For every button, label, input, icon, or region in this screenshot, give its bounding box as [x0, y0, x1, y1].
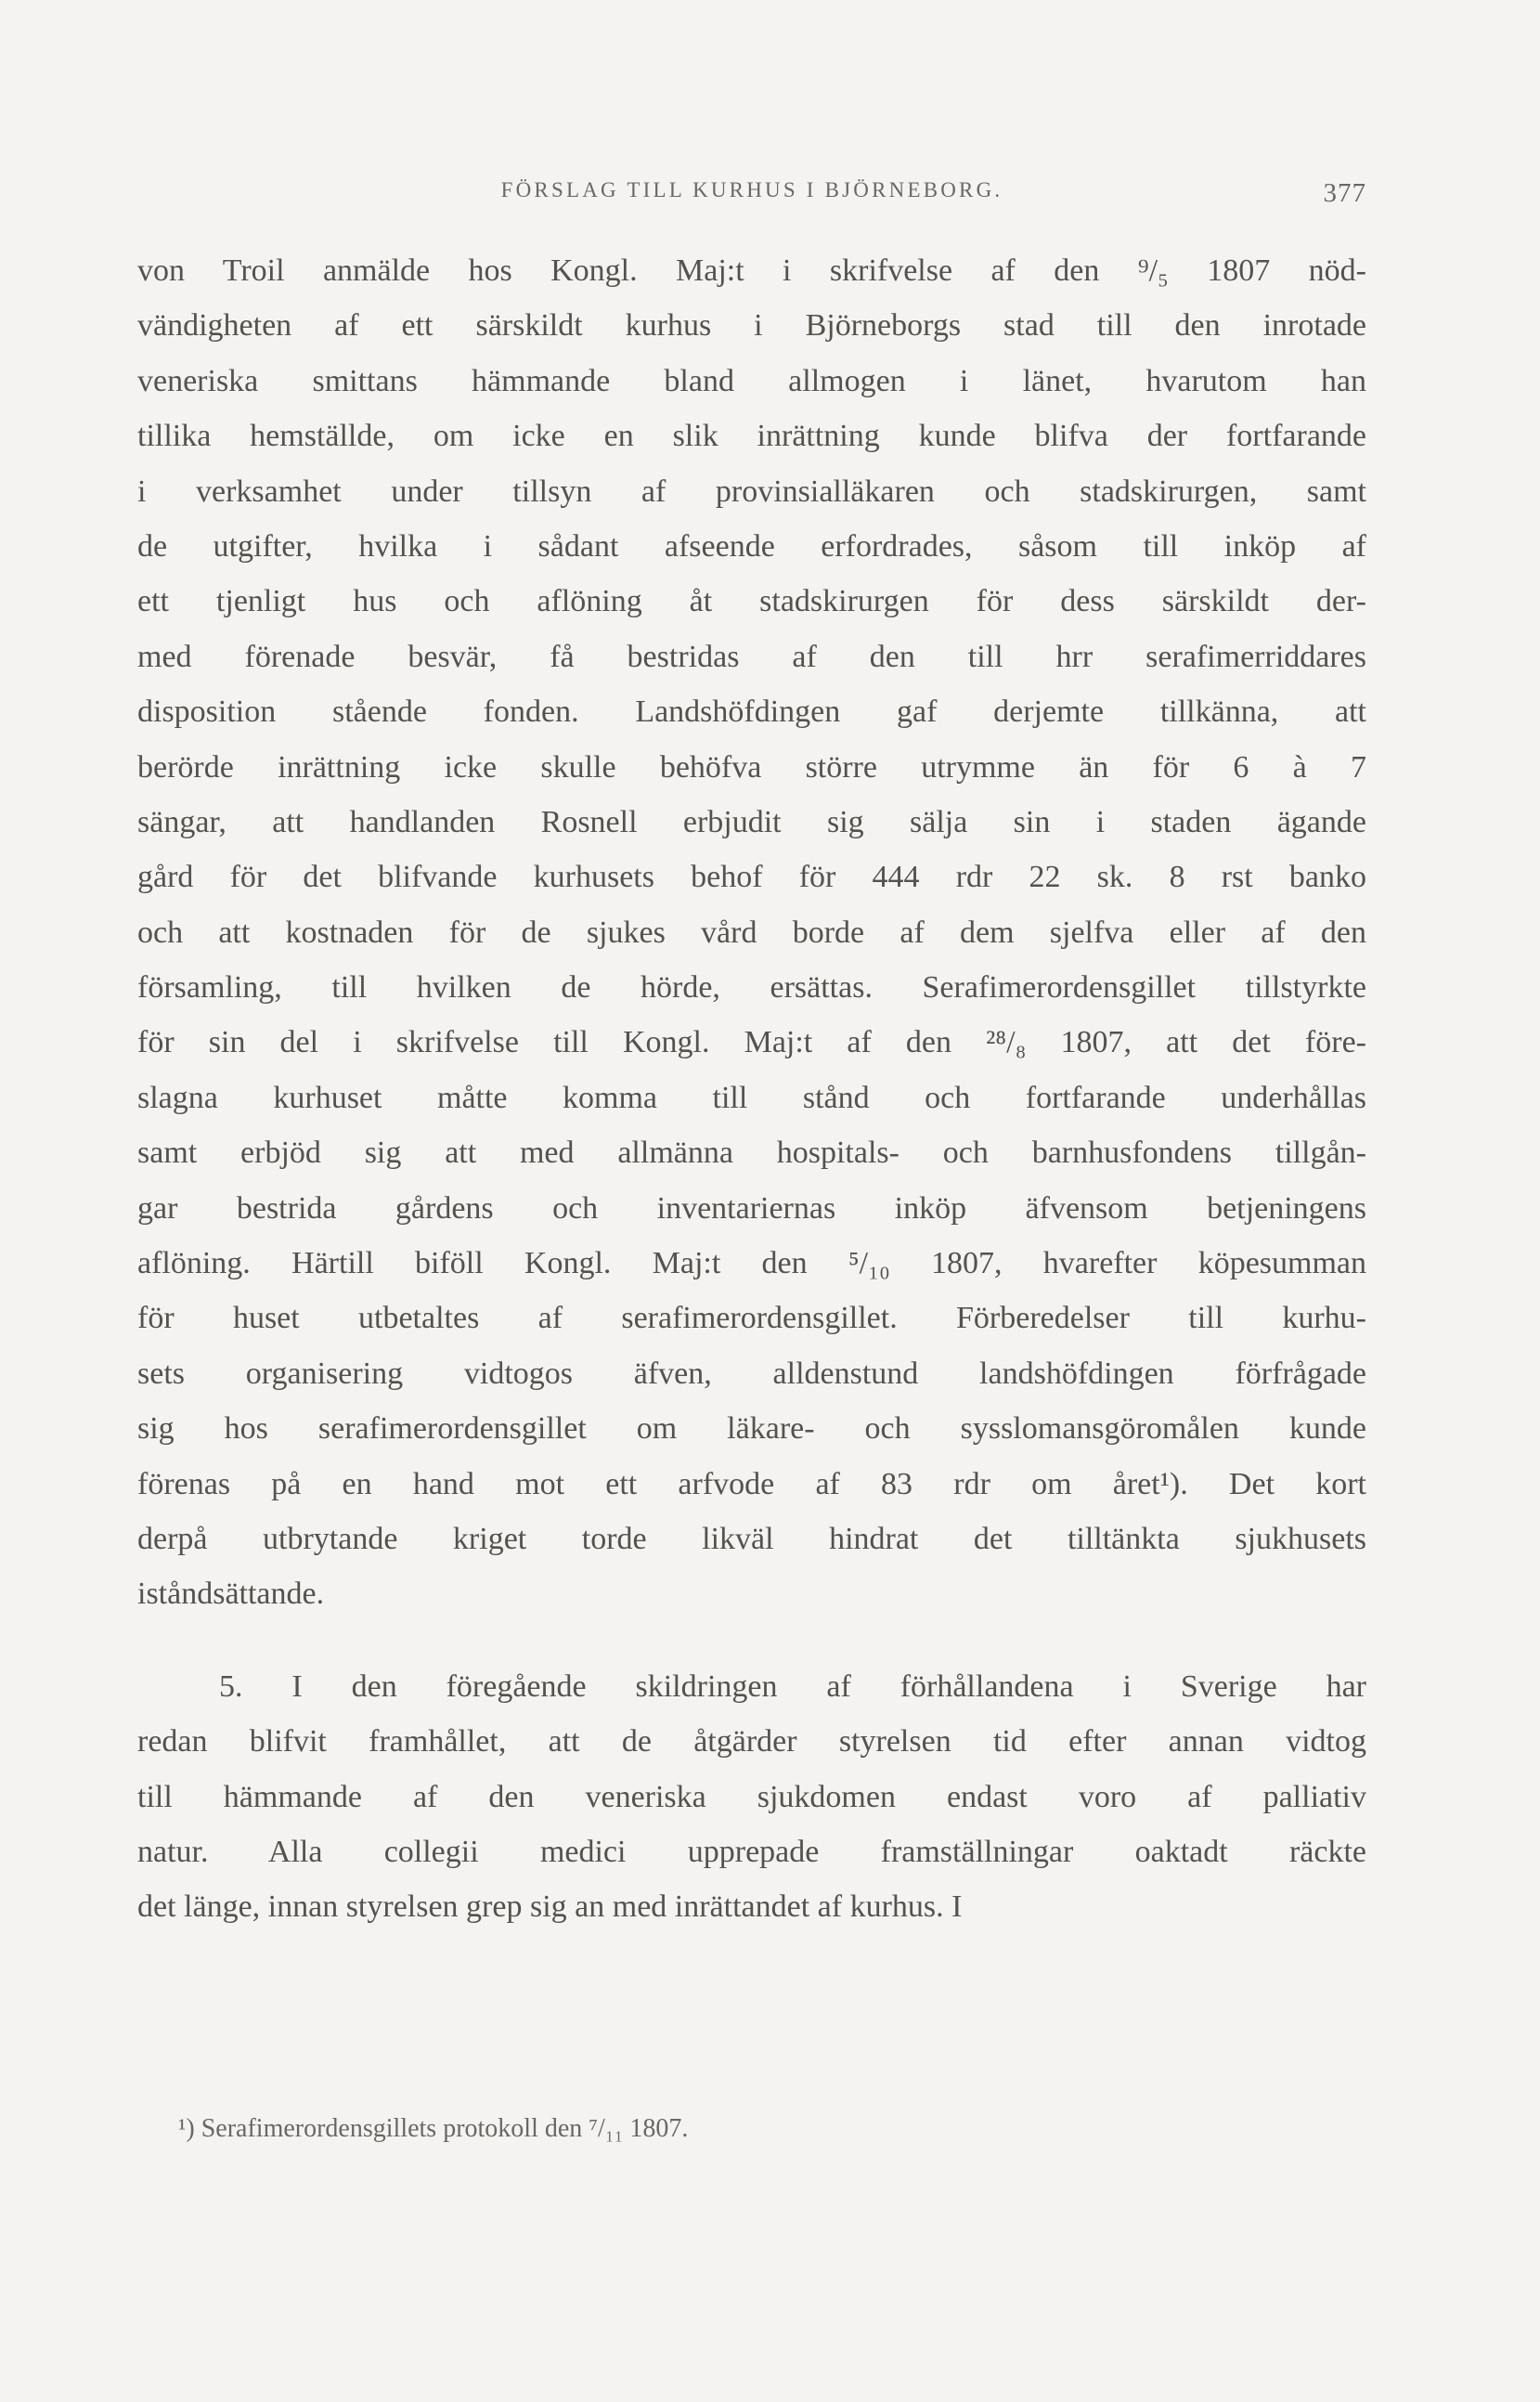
- text-line: berörde inrättning icke skulle behöfva större utrymme än för 6 à 7: [137, 749, 1366, 785]
- text-line: sängar, att handlanden Rosnell erbjudit sig sälja sin i staden ägande: [137, 804, 1366, 839]
- text-line: disposition stående fonden. Landshöfdingen gaf derjemte tillkänna, att: [137, 695, 1366, 730]
- footnote: ¹) Serafimerordensgillets protokoll den ⁷/₁₁ 1807.: [178, 2114, 689, 2143]
- text-line: i verksamhet under tillsyn af provinsialläkaren och stadskirurgen, samt: [137, 474, 1366, 509]
- text-line: iståndsättande.: [137, 1577, 325, 1612]
- text-line: veneriska smittans hämmande bland allmogen i länet, hvarutom han: [137, 363, 1366, 398]
- text-line: vändigheten af ett särskildt kurhus i Björneborgs stad till den inrotade: [137, 308, 1366, 344]
- text-line: samt erbjöd sig att med allmänna hospitals- och barnhusfondens tillgån-: [137, 1136, 1366, 1171]
- text-line: de utgifter, hvilka i sådant afseende erfordrades, såsom till inköp af: [137, 528, 1366, 564]
- text-line: gar bestrida gårdens och inventariernas inköp äfvensom betjeningens: [137, 1190, 1366, 1226]
- text-line: förenas på en hand mot ett arfvode af 83 rdr om året¹). Det kort: [137, 1466, 1366, 1501]
- text-line: tillika hemställde, om icke en slik inrättning kunde blifva der fortfarande: [137, 419, 1366, 454]
- paragraph-2: [137, 1659, 1366, 1935]
- text-line: ett tjenligt hus och aflöning åt stadskirurgen för dess särskildt der-: [137, 584, 1366, 619]
- text-line: derpå utbrytande kriget torde likväl hindrat det tilltänkta sjukhusets: [137, 1521, 1366, 1556]
- paragraph-1: [137, 243, 1366, 1622]
- text-line: för sin del i skrifvelse till Kongl. Maj:t af den ²⁸/₈ 1807, att det före-: [137, 1025, 1366, 1060]
- text-line: aflöning. Härtill biföll Kongl. Maj:t den ⁵/₁₀ 1807, hvarefter köpesumman: [137, 1246, 1366, 1281]
- text-line: det länge, innan styrelsen grep sig an med inrättandet af kurhus. I: [137, 1889, 963, 1925]
- text-line: till hämmande af den veneriska sjukdomen endast voro af palliativ: [137, 1779, 1366, 1814]
- text-line: sig hos serafimerordensgillet om läkare- och sysslomansgöromålen kunde: [137, 1411, 1366, 1447]
- page-number: 377: [1323, 178, 1366, 208]
- text-line: redan blifvit framhållet, att de åtgärder styrelsen tid efter annan vidtog: [137, 1724, 1366, 1759]
- text-line: 5. I den föregående skildringen af förhållandena i Sverige har: [219, 1668, 1366, 1704]
- body-text: [137, 243, 1366, 1935]
- text-line: och att kostnaden för de sjukes vård borde af dem sjelfva eller af den: [137, 915, 1366, 950]
- paragraph-gap: [137, 1622, 1366, 1659]
- running-title: FÖRSLAG TILL KURHUS I BJÖRNEBORG.: [500, 178, 1003, 201]
- text-line: natur. Alla collegii medici upprepade framställningar oaktadt räckte: [137, 1834, 1366, 1869]
- page-header: [137, 178, 1366, 215]
- text-line: sets organisering vidtogos äfven, alldenstund landshöfdingen förfrågade: [137, 1356, 1366, 1391]
- text-line: von Troil anmälde hos Kongl. Maj:t i skrifvelse af den ⁹/₅ 1807 nöd-: [137, 253, 1366, 288]
- text-line: med förenade besvär, få bestridas af den till hrr serafimerriddares: [137, 639, 1366, 674]
- text-line: slagna kurhuset måtte komma till stånd och fortfarande underhållas: [137, 1080, 1366, 1115]
- text-line: gård för det blifvande kurhusets behof för 444 rdr 22 sk. 8 rst banko: [137, 860, 1366, 895]
- text-line: församling, till hvilken de hörde, ersättas. Serafimerordensgillet tillstyrkte: [137, 970, 1366, 1006]
- text-line: för huset utbetaltes af serafimerordensgillet. Förberedelser till kurhu-: [137, 1301, 1366, 1336]
